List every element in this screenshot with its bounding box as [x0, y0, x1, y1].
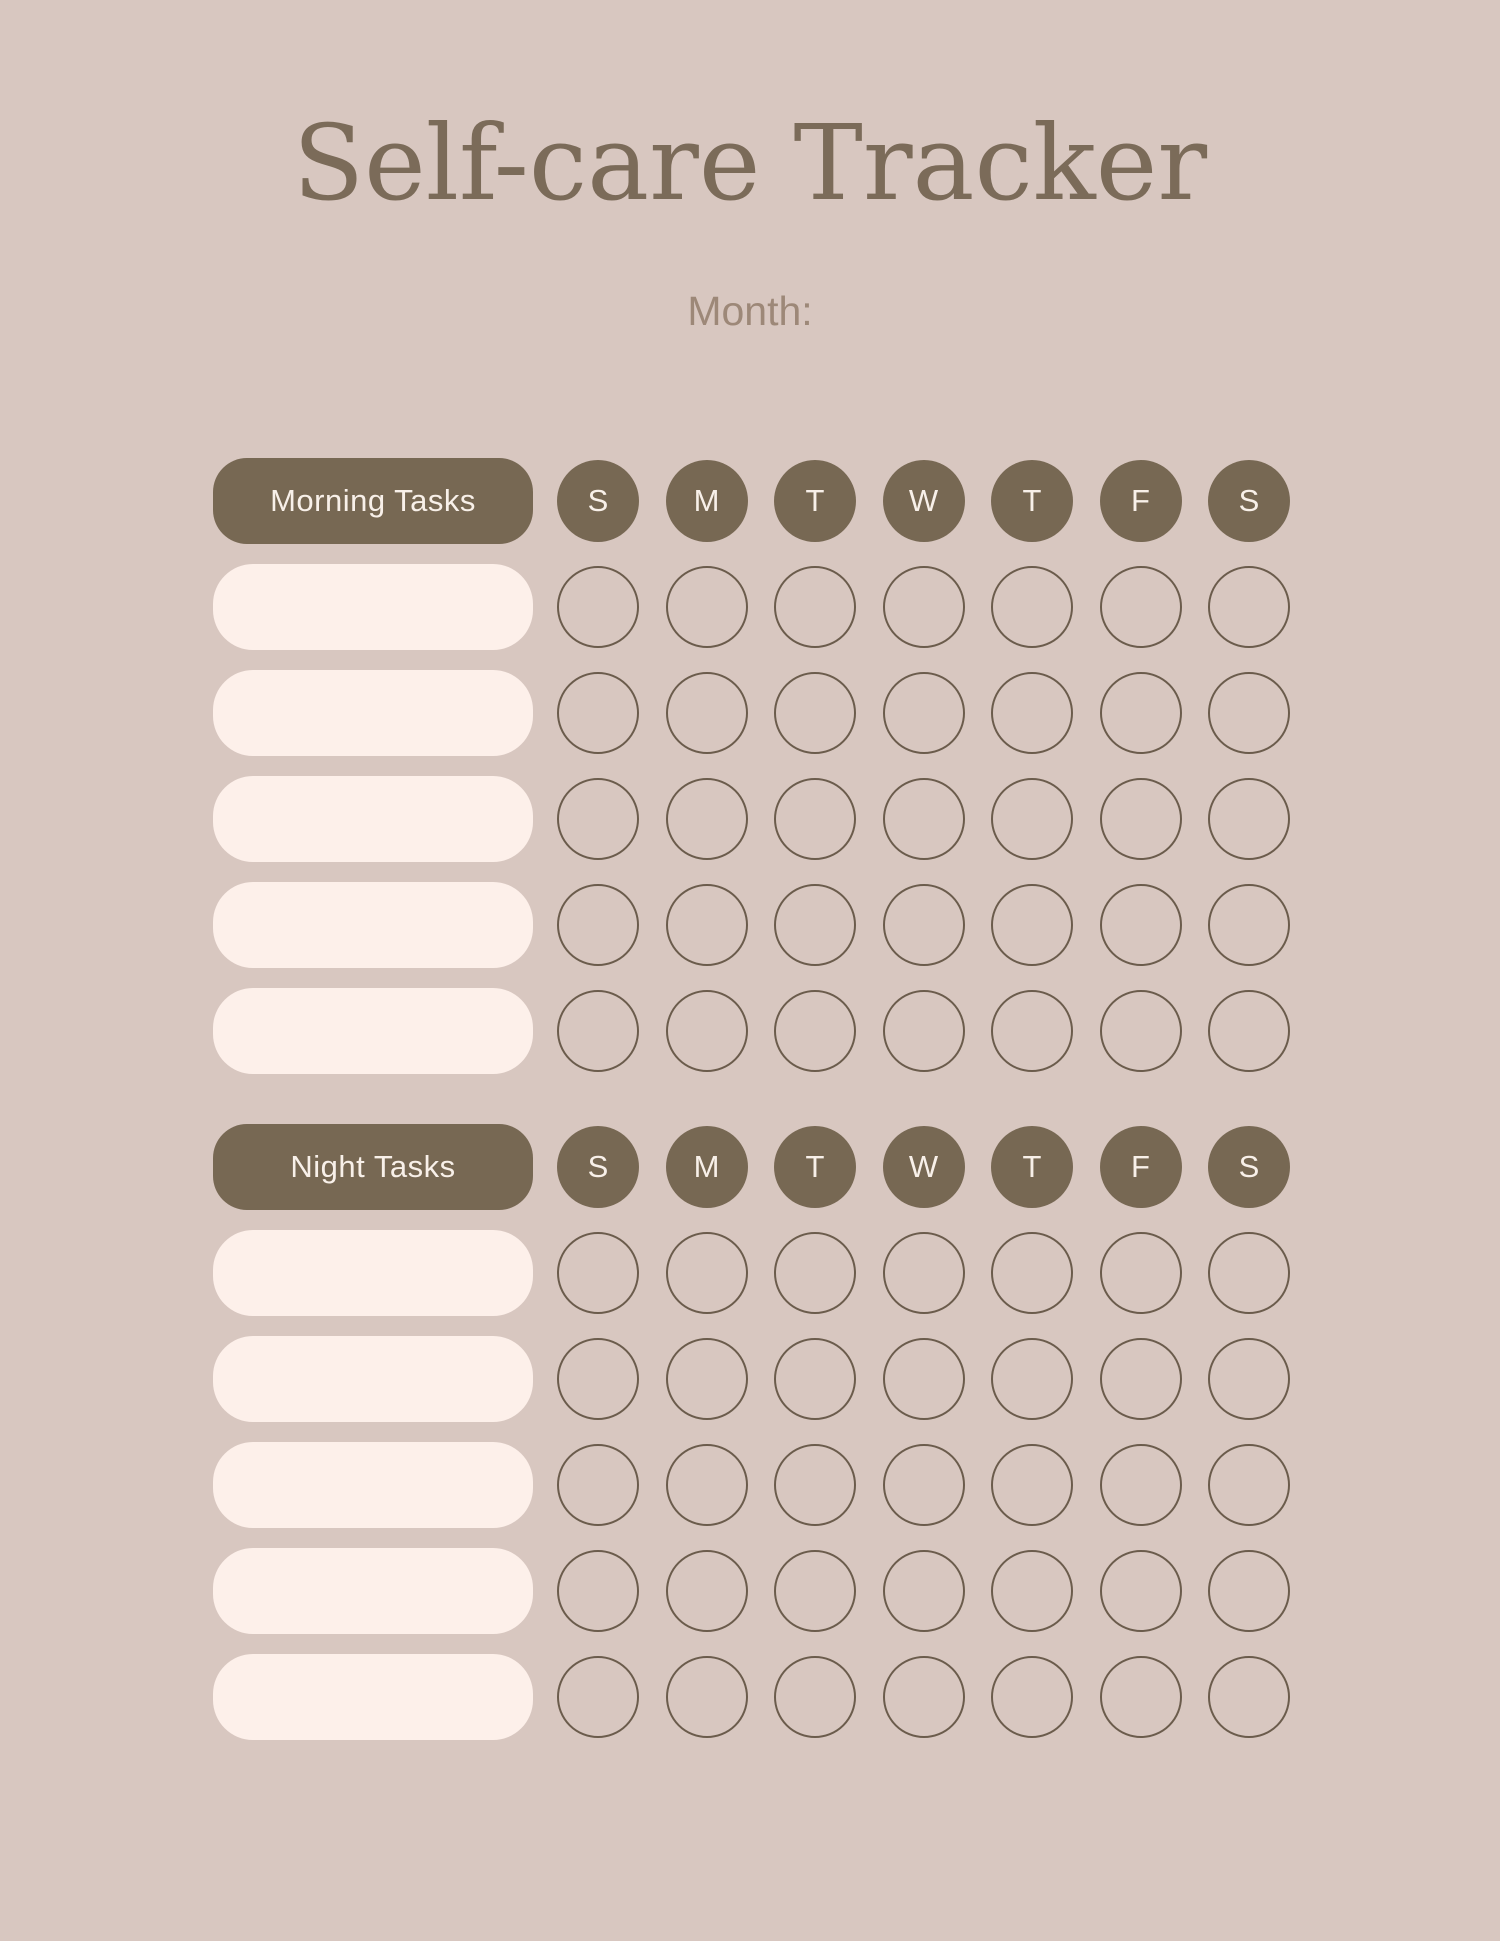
- day-checkbox-circle[interactable]: [774, 672, 856, 754]
- day-letter: M: [693, 1149, 720, 1184]
- day-checkbox-circle[interactable]: [883, 1656, 965, 1738]
- day-checkbox-circle[interactable]: [1208, 884, 1290, 966]
- month-label: Month:: [687, 288, 813, 334]
- day-checkbox-row: [557, 778, 1290, 860]
- day-letter: F: [1131, 483, 1150, 518]
- tracker-section-1: [213, 1124, 1293, 1740]
- day-checkbox-circle[interactable]: [774, 778, 856, 860]
- task-row: [213, 1442, 1293, 1528]
- day-checkbox-circle[interactable]: [1100, 990, 1182, 1072]
- day-checkbox-circle[interactable]: [1208, 778, 1290, 860]
- day-checkbox-circle[interactable]: [557, 1232, 639, 1314]
- day-checkbox-circle[interactable]: [666, 990, 748, 1072]
- day-checkbox-circle[interactable]: [557, 1656, 639, 1738]
- day-checkbox-circle[interactable]: [1100, 778, 1182, 860]
- day-badge: [774, 460, 856, 542]
- day-badge: [1100, 460, 1182, 542]
- day-letter: S: [587, 483, 609, 518]
- day-checkbox-circle[interactable]: [666, 1444, 748, 1526]
- day-checkbox-circle[interactable]: [883, 1550, 965, 1632]
- day-checkbox-circle[interactable]: [991, 1232, 1073, 1314]
- day-badge: [991, 1126, 1073, 1208]
- section-label: Night Tasks: [290, 1149, 456, 1184]
- day-checkbox-row: [557, 990, 1290, 1072]
- section-label-pill: [213, 1124, 533, 1210]
- day-checkbox-circle[interactable]: [1100, 1656, 1182, 1738]
- day-checkbox-circle[interactable]: [991, 1550, 1073, 1632]
- day-checkbox-circle[interactable]: [1100, 1550, 1182, 1632]
- day-checkbox-circle[interactable]: [883, 884, 965, 966]
- day-letter: W: [908, 1149, 939, 1184]
- day-checkbox-circle[interactable]: [991, 884, 1073, 966]
- day-checkbox-circle[interactable]: [1100, 1338, 1182, 1420]
- day-checkbox-circle[interactable]: [774, 1444, 856, 1526]
- day-checkbox-circle[interactable]: [666, 1232, 748, 1314]
- task-row: [213, 670, 1293, 756]
- day-checkbox-circle[interactable]: [883, 672, 965, 754]
- task-name-field[interactable]: [213, 1654, 533, 1740]
- day-checkbox-row: [557, 1656, 1290, 1738]
- day-checkbox-circle[interactable]: [557, 1338, 639, 1420]
- day-checkbox-circle[interactable]: [1100, 1232, 1182, 1314]
- day-badge: [991, 460, 1073, 542]
- day-checkbox-circle[interactable]: [991, 990, 1073, 1072]
- day-badge: [557, 460, 639, 542]
- day-checkbox-circle[interactable]: [557, 566, 639, 648]
- tracker-body: [213, 458, 1293, 1760]
- day-checkbox-circle[interactable]: [1208, 1444, 1290, 1526]
- day-checkbox-circle[interactable]: [557, 672, 639, 754]
- day-badge: [883, 460, 965, 542]
- day-checkbox-circle[interactable]: [774, 1338, 856, 1420]
- section-header-row: [213, 458, 1293, 544]
- day-badge: [774, 1126, 856, 1208]
- section-label: Morning Tasks: [270, 483, 476, 518]
- day-badge: [1100, 1126, 1182, 1208]
- day-checkbox-circle[interactable]: [991, 1656, 1073, 1738]
- task-row: [213, 1336, 1293, 1422]
- day-checkbox-circle[interactable]: [883, 778, 965, 860]
- day-header-row: [557, 460, 1290, 542]
- day-checkbox-circle[interactable]: [991, 672, 1073, 754]
- section-label-pill: [213, 458, 533, 544]
- section-header-row: [213, 1124, 1293, 1210]
- task-row: [213, 1654, 1293, 1740]
- task-name-field[interactable]: [213, 1230, 533, 1316]
- day-header-row: [557, 1126, 1290, 1208]
- day-checkbox-circle[interactable]: [1208, 566, 1290, 648]
- day-checkbox-circle[interactable]: [1208, 990, 1290, 1072]
- tracker-section-0: [213, 458, 1293, 1074]
- day-checkbox-row: [557, 672, 1290, 754]
- day-checkbox-row: [557, 1338, 1290, 1420]
- day-checkbox-circle[interactable]: [991, 1444, 1073, 1526]
- day-letter: T: [1022, 483, 1042, 518]
- day-checkbox-circle[interactable]: [1208, 1338, 1290, 1420]
- day-checkbox-circle[interactable]: [774, 1550, 856, 1632]
- day-letter: S: [587, 1149, 609, 1184]
- day-checkbox-circle[interactable]: [991, 566, 1073, 648]
- day-checkbox-circle[interactable]: [991, 778, 1073, 860]
- day-letter: S: [1238, 483, 1260, 518]
- day-checkbox-row: [557, 1444, 1290, 1526]
- day-checkbox-circle[interactable]: [774, 566, 856, 648]
- day-checkbox-circle[interactable]: [557, 1550, 639, 1632]
- task-name-field[interactable]: [213, 1336, 533, 1422]
- task-row: [213, 988, 1293, 1074]
- day-checkbox-circle[interactable]: [1100, 672, 1182, 754]
- day-checkbox-circle[interactable]: [1100, 884, 1182, 966]
- task-row: [213, 1548, 1293, 1634]
- task-name-field[interactable]: [213, 776, 533, 862]
- day-checkbox-circle[interactable]: [666, 1338, 748, 1420]
- day-checkbox-circle[interactable]: [883, 1444, 965, 1526]
- task-row: [213, 1230, 1293, 1316]
- day-checkbox-row: [557, 566, 1290, 648]
- day-badge: [557, 1126, 639, 1208]
- day-checkbox-circle[interactable]: [666, 884, 748, 966]
- day-checkbox-row: [557, 884, 1290, 966]
- day-checkbox-circle[interactable]: [666, 778, 748, 860]
- day-checkbox-circle[interactable]: [774, 1232, 856, 1314]
- day-checkbox-circle[interactable]: [557, 1444, 639, 1526]
- day-checkbox-circle[interactable]: [883, 990, 965, 1072]
- task-name-field[interactable]: [213, 564, 533, 650]
- day-badge: [666, 1126, 748, 1208]
- day-checkbox-circle[interactable]: [883, 566, 965, 648]
- day-checkbox-circle[interactable]: [1100, 566, 1182, 648]
- day-checkbox-row: [557, 1232, 1290, 1314]
- day-letter: T: [805, 483, 825, 518]
- day-badge: [666, 460, 748, 542]
- day-checkbox-circle[interactable]: [883, 1232, 965, 1314]
- day-checkbox-circle[interactable]: [991, 1338, 1073, 1420]
- day-checkbox-circle[interactable]: [774, 990, 856, 1072]
- day-checkbox-circle[interactable]: [774, 884, 856, 966]
- day-letter: F: [1131, 1149, 1150, 1184]
- day-checkbox-circle[interactable]: [666, 672, 748, 754]
- day-badge: [1208, 1126, 1290, 1208]
- day-letter: W: [908, 483, 939, 518]
- day-checkbox-circle[interactable]: [666, 566, 748, 648]
- day-checkbox-circle[interactable]: [1208, 1550, 1290, 1632]
- task-name-field[interactable]: [213, 988, 533, 1074]
- day-checkbox-circle[interactable]: [1100, 1444, 1182, 1526]
- day-letter: T: [805, 1149, 825, 1184]
- task-row: [213, 564, 1293, 650]
- day-checkbox-circle[interactable]: [666, 1656, 748, 1738]
- day-letter: T: [1022, 1149, 1042, 1184]
- day-checkbox-row: [557, 1550, 1290, 1632]
- day-checkbox-circle[interactable]: [1208, 1232, 1290, 1314]
- day-badge: [883, 1126, 965, 1208]
- day-checkbox-circle[interactable]: [1208, 672, 1290, 754]
- page-title: Self-care Tracker: [292, 102, 1208, 224]
- task-name-field[interactable]: [213, 1548, 533, 1634]
- day-checkbox-circle[interactable]: [557, 778, 639, 860]
- day-checkbox-circle[interactable]: [774, 1656, 856, 1738]
- day-checkbox-circle[interactable]: [666, 1550, 748, 1632]
- day-letter: S: [1238, 1149, 1260, 1184]
- day-checkbox-circle[interactable]: [883, 1338, 965, 1420]
- day-letter: M: [693, 483, 720, 518]
- day-checkbox-circle[interactable]: [557, 990, 639, 1072]
- task-row: [213, 776, 1293, 862]
- task-row: [213, 882, 1293, 968]
- day-badge: [1208, 460, 1290, 542]
- task-name-field[interactable]: [213, 670, 533, 756]
- day-checkbox-circle[interactable]: [557, 884, 639, 966]
- task-name-field[interactable]: [213, 1442, 533, 1528]
- task-name-field[interactable]: [213, 882, 533, 968]
- day-checkbox-circle[interactable]: [1208, 1656, 1290, 1738]
